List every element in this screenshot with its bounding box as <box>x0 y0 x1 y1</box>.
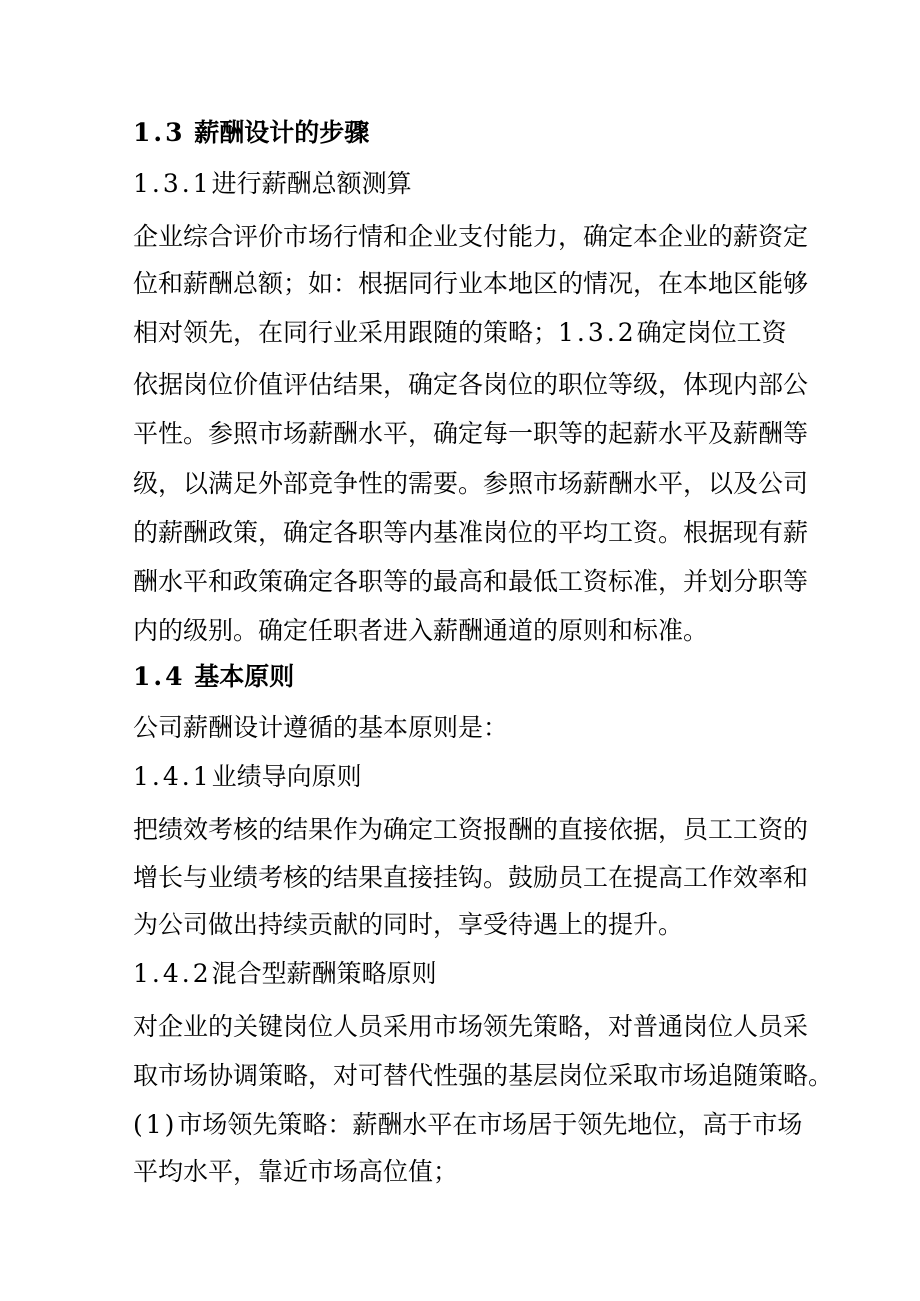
heading-title: 薪酬设计的步骤 <box>194 118 370 147</box>
paragraph-line: 增长与业绩考核的结果直接挂钩。鼓励员工在提高工作效率和 <box>133 863 809 892</box>
subheading-number: 1.3.1 <box>133 169 212 198</box>
paragraph-text: 相对领先，在同行业采用跟随的策略； <box>133 318 559 347</box>
paragraph-line: 依据岗位价值评估结果，确定各岗位的职位等级，体现内部公 <box>133 370 809 399</box>
paragraph-line: 平性。参照市场薪酬水平，确定每一职等的起薪水平及薪酬等 <box>133 419 809 448</box>
subheading-number: 1.4.2 <box>133 959 212 988</box>
paragraph-line: 酬水平和政策确定各职等的最高和最低工资标准，并划分职等 <box>133 567 809 596</box>
paragraph-line: 对企业的关键岗位人员采用市场领先策略，对普通岗位人员采 <box>133 1012 809 1041</box>
subheading-1-3-1 <box>133 166 893 202</box>
subheading-title: 业绩导向原则 <box>211 762 362 791</box>
paragraph-line: 企业综合评价市场行情和企业支付能力，确定本企业的薪资定 <box>133 222 809 251</box>
subheading-title: 确定岗位工资 <box>636 318 787 347</box>
subheading-1-4-1 <box>133 759 893 795</box>
paragraph-line: 取市场协调策略，对可替代性强的基层岗位采取市场追随策略。 <box>133 1061 834 1090</box>
paragraph-line: 的薪酬政策，确定各职等内基准岗位的平均工资。根据现有薪 <box>133 518 809 547</box>
subheading-number: 1.4.1 <box>133 762 212 791</box>
subheading-number: 1.3.2 <box>558 318 637 347</box>
paragraph-line: 级，以满足外部竞争性的需要。参照市场薪酬水平，以及公司 <box>133 469 809 498</box>
paragraph-line: 平均水平，靠近市场高位值； <box>133 1157 459 1186</box>
subheading-title: 混合型薪酬策略原则 <box>211 959 437 988</box>
paragraph-line: 为公司做出持续贡献的同时，享受待遇上的提升。 <box>133 910 684 939</box>
subheading-title: 进行薪酬总额测算 <box>211 169 412 198</box>
paragraph-line <box>133 1107 893 1143</box>
paragraph-text: 市场领先策略：薪酬水平在市场居于领先地位，高于市场 <box>177 1110 803 1139</box>
paragraph-line <box>133 315 893 351</box>
paragraph-line: 把绩效考核的结果作为确定工资报酬的直接依据，员工工资的 <box>133 815 809 844</box>
heading-title: 基本原则 <box>194 662 295 691</box>
paragraph-line: 公司薪酬设计遵循的基本原则是： <box>133 713 509 742</box>
heading-1-4 <box>133 659 893 695</box>
paragraph-line: 内的级别。确定任职者进入薪酬通道的原则和标准。 <box>133 616 709 645</box>
heading-1-3 <box>133 115 893 151</box>
paragraph-line: 位和薪酬总额；如：根据同行业本地区的情况，在本地区能够 <box>133 269 809 298</box>
list-number: (1) <box>133 1110 178 1139</box>
heading-number: 1.4 <box>133 662 186 691</box>
subheading-1-4-2 <box>133 956 893 992</box>
heading-number: 1.3 <box>133 118 186 147</box>
